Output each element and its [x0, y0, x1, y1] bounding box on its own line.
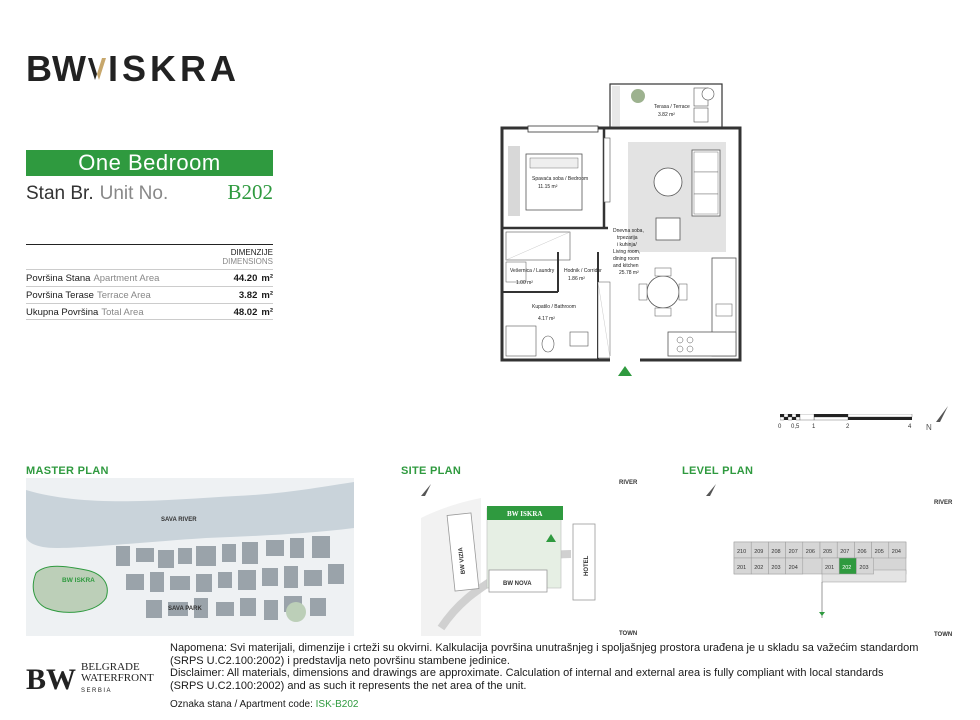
note-line: Napomena: Svi materijali, dimenzije i crteži su okvirni. Kalkulacija površina unutrašnjeg i spoljašnjeg prostora urađena je u skladu sa važećim standardom: [170, 642, 919, 654]
level-unit-label: 205: [823, 549, 833, 555]
master-plan-map: [26, 478, 354, 636]
svg-text:dining room: dining room: [613, 256, 640, 262]
note-line: (SRPS U.C2.100:2002) and as such it represents the net area of the unit.: [170, 679, 527, 692]
apartment-code-value: ISK-B202: [315, 699, 359, 710]
terrace-chair-icon: [694, 108, 708, 122]
tv-unit: [604, 138, 610, 202]
site-plan-map: [401, 478, 651, 636]
area-label-en: Total Area: [101, 307, 144, 318]
area-table-header: [26, 244, 273, 269]
kitchen-counter: [668, 332, 736, 356]
level-unit-label: 207: [840, 549, 850, 555]
laundry-label: Vešernica / Laundry: [510, 268, 555, 274]
scale-tick: 0,5: [791, 424, 800, 430]
bedroom-label: Spavaća soba / Bedroom: [532, 176, 589, 182]
scale-tick: 1: [812, 424, 816, 430]
logo-bw: BW: [26, 48, 86, 89]
bathroom-area: 4.17 m²: [538, 316, 555, 322]
dimensions-label: DIMENZIJE: [230, 248, 273, 257]
plant-icon: [631, 89, 645, 103]
area-unit: m²: [261, 273, 273, 284]
belgrade-waterfront-logo: [26, 662, 154, 697]
north-arrow-icon: [706, 484, 716, 496]
area-row-apartment: [26, 269, 273, 286]
unit-label-en: Unit No.: [99, 183, 169, 204]
area-value: 3.82: [238, 290, 258, 301]
bw-nova-label: BW NOVA: [503, 581, 532, 587]
area-value: 44.20: [233, 273, 258, 284]
bathroom-label: Kupatilo / Bathroom: [532, 304, 576, 310]
level-unit-label: 203: [859, 565, 869, 571]
site-plan-heading: SITE PLAN: [401, 465, 462, 477]
north-arrow-icon: [421, 484, 431, 496]
bw-mark: BW: [26, 662, 77, 696]
scale-tick: 4: [908, 424, 912, 430]
level-unit-label: 204: [788, 565, 798, 571]
svg-text:N: N: [926, 423, 932, 432]
bw-vizia-label: BW VIZIA: [458, 546, 467, 575]
laundry-area: 1.00 m²: [516, 280, 533, 286]
area-label-en: Apartment Area: [93, 273, 160, 284]
bedroom-rug: [508, 146, 520, 216]
living-area: 25.78 m²: [619, 270, 639, 276]
area-label: Površina Terase: [26, 290, 94, 301]
level-unit-label: 203: [771, 565, 781, 571]
level-unit-label: 206: [805, 549, 815, 555]
north-arrow-icon: [924, 404, 952, 437]
logo-iskra: ISKRA: [107, 48, 240, 89]
corridor-label: Hodnik / Corridor: [564, 268, 602, 274]
level-entrance-arrow-icon: [819, 612, 825, 616]
svg-text:Living room,: Living room,: [613, 249, 641, 255]
hotel-label: HOTEL: [584, 555, 590, 576]
coffee-table-icon: [654, 168, 682, 196]
brand-logo: [26, 48, 240, 90]
armchair-icon: [656, 218, 680, 240]
area-label: Površina Stana: [26, 273, 91, 284]
sava-park-label: SAVA PARK: [168, 606, 202, 612]
shower-icon: [506, 326, 536, 356]
washbasin-icon: [570, 332, 588, 346]
entrance: [610, 356, 640, 364]
logo-mark-icon: [88, 52, 106, 86]
area-value: 48.02: [233, 307, 258, 318]
area-unit: m²: [261, 307, 273, 318]
terrace-label: Terasa / Terrace: [654, 104, 690, 110]
park-area: [286, 602, 306, 622]
bedroom-area: 11.15 m²: [538, 184, 558, 190]
chair-icon: [655, 308, 671, 316]
level-unit-label: 207: [788, 549, 798, 555]
level-river-label: RIVER: [934, 500, 953, 506]
master-plan-heading: MASTER PLAN: [26, 465, 109, 477]
unit-number-row: [26, 180, 273, 206]
level-town-label: TOWN: [934, 632, 953, 638]
level-unit-label: 206: [857, 549, 867, 555]
corridor-area: 1.86 m²: [568, 276, 585, 282]
toilet-icon: [542, 336, 554, 352]
scale-tick: 2: [846, 424, 850, 430]
apartment-code: [170, 699, 358, 710]
chair-icon: [639, 284, 647, 300]
level-plan-heading: LEVEL PLAN: [682, 465, 754, 477]
area-label-en: Terrace Area: [96, 290, 151, 301]
svg-text:i kuhinja/: i kuhinja/: [617, 242, 637, 248]
area-row-terrace: [26, 286, 273, 303]
bw-text: BELGRADE WATERFRONT SERBIA: [81, 661, 154, 694]
unit-type-banner: One Bedroom: [26, 150, 273, 176]
window: [528, 126, 598, 132]
terrace-rail: [612, 86, 620, 126]
site-river-label: RIVER: [619, 480, 638, 486]
terrace-table-icon: [702, 88, 714, 100]
note-line: Disclaimer: All materials, dimensions and drawings are approximate. Calculation of internal and external area is fully compliant with local standards: [170, 667, 884, 679]
unit-number: B202: [227, 180, 273, 204]
apartment-code-label: Oznaka stana / Apartment code:: [170, 699, 313, 710]
living-label: Dnevna soba,: [613, 228, 644, 234]
note-line: (SRPS U.C2.100:2002) i predstavlja neto površinu stambene jedinice.: [170, 654, 510, 667]
level-unit-label: 202: [754, 565, 764, 571]
disclaimer-notes: [170, 642, 970, 692]
scale-tick: 0: [778, 424, 782, 430]
level-unit-label: 210: [737, 549, 747, 555]
svg-text:trpezarija: trpezarija: [617, 235, 638, 241]
level-unit-label: 208: [771, 549, 781, 555]
area-label: Ukupna Površina: [26, 307, 99, 318]
bw-iskra-area: [33, 566, 107, 612]
level-unit-label: 201: [737, 565, 747, 571]
river-label: SAVA RIVER: [161, 517, 197, 523]
level-unit-label: 205: [874, 549, 884, 555]
entrance-arrow-icon: [618, 366, 632, 376]
level-unit-label: 204: [891, 549, 901, 555]
terrace-area: 3.82 m²: [658, 112, 675, 118]
site-town-label: TOWN: [619, 631, 638, 636]
unit-label: Stan Br.: [26, 183, 94, 204]
scale-bar: [780, 414, 920, 443]
floor-plan: [498, 82, 748, 382]
dining-table-icon: [647, 276, 679, 308]
level-unit-label: 209: [754, 549, 764, 555]
area-row-total: [26, 303, 273, 320]
dimensions-label-en: DIMENSIONS: [222, 257, 273, 266]
bw-iskra-label: BW ISKRA: [62, 577, 95, 584]
svg-text:and kitchen: and kitchen: [613, 263, 639, 269]
level-plan-map: [682, 478, 958, 638]
chair-icon: [655, 268, 671, 276]
chair-icon: [679, 284, 687, 300]
level-unit-label: 201: [825, 565, 835, 571]
bw-iskra-label: BW ISKRA: [507, 510, 543, 518]
level-unit-label: 202: [842, 565, 852, 571]
area-table: [26, 244, 273, 320]
area-unit: m²: [261, 290, 273, 301]
